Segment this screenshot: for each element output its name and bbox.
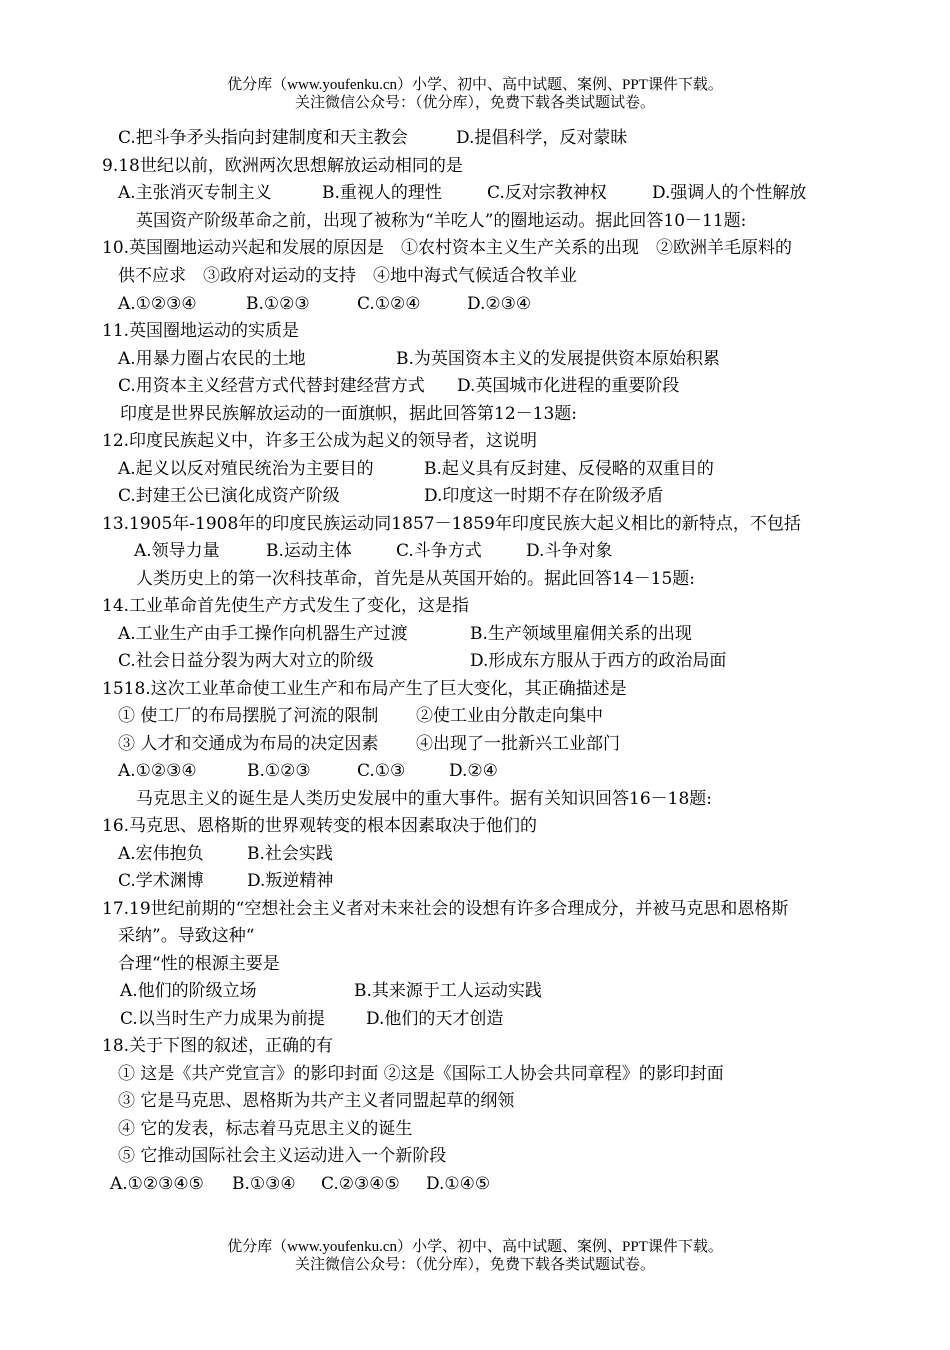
q13-option-c: C.斗争方式 [396, 541, 482, 561]
q13-option-a: A.领导力量 [134, 541, 220, 561]
intro-12-13: 印度是世界民族解放运动的一面旗帜，据此回答第12－13题: [120, 404, 577, 424]
q18-statement-1-2: ① 这是《共产党宣言》的影印封面 ②这是《国际工人协会共同章程》的影印封面 [118, 1064, 724, 1084]
q9-stem: 9.18世纪以前，欧洲两次思想解放运动相同的是 [102, 156, 463, 176]
q11-stem: 11.英国圈地运动的实质是 [102, 321, 300, 341]
q10-option-d: D.②③④ [467, 294, 532, 314]
q17-option-d: D.他们的天才创造 [366, 1009, 504, 1029]
q12-option-a: A.起义以反对殖民统治为主要目的 [118, 459, 374, 479]
q12-stem: 12.印度民族起义中，许多王公成为起义的领导者，这说明 [102, 431, 538, 451]
q15-stem: 1518.这次工业革命使工业生产和布局产生了巨大变化，其正确描述是 [102, 679, 627, 699]
q11-option-b: B.为英国资本主义的发展提供资本原始积累 [396, 349, 720, 369]
q18-stem: 18.关于下图的叙述，正确的有 [102, 1036, 334, 1056]
q12-option-b: B.起义具有反封建、反侵略的双重目的 [424, 459, 714, 479]
q9-option-d: D.强调人的个性解放 [652, 183, 807, 203]
q18-statement-5: ⑤ 它推动国际社会主义运动进入一个新阶段 [118, 1146, 447, 1166]
q15-option-d: D.②④ [449, 761, 498, 781]
q10-stem-2: 供不应求 ③政府对运动的支持 ④地中海式气候适合牧羊业 [118, 266, 577, 286]
q9-option-b: B.重视人的理性 [322, 183, 442, 203]
q9-option-a: A.主张消灭专制主义 [118, 183, 272, 203]
q16-option-d: D.叛逆精神 [247, 871, 334, 891]
q15-option-b: B.①②③ [247, 761, 311, 781]
q13-option-b: B.运动主体 [266, 541, 352, 561]
q10-stem-1: 10.英国圈地运动兴起和发展的原因是 ①农村资本主义生产关系的出现 ②欧洲羊毛原料的 [102, 238, 793, 258]
q17-stem-2: 采纳”。导致这种“ [118, 926, 255, 946]
q18-option-c: C.②③④⑤ [321, 1174, 400, 1194]
q14-option-d: D.形成东方服从于西方的政治局面 [470, 651, 727, 671]
q8-option-d: D.提倡科学，反对蒙昧 [456, 128, 628, 148]
q14-stem: 14.工业革命首先使生产方式发生了变化，这是指 [102, 596, 470, 616]
q16-option-b: B.社会实践 [247, 844, 333, 864]
q17-option-b: B.其来源于工人运动实践 [354, 981, 542, 1001]
q18-statement-4: ④ 它的发表，标志着马克思主义的诞生 [118, 1119, 413, 1139]
q17-option-c: C.以当时生产力成果为前提 [120, 1009, 325, 1029]
q11-option-c: C.用资本主义经营方式代替封建经营方式 [118, 376, 425, 396]
q15-statement-4: ④出现了一批新兴工业部门 [416, 734, 620, 754]
q15-statement-2: ②使工业由分散走向集中 [416, 706, 603, 726]
q18-option-b: B.①③④ [232, 1174, 296, 1194]
q8-option-c: C.把斗争矛头指向封建制度和天主教会 [118, 128, 408, 148]
q14-option-a: A.工业生产由手工操作向机器生产过渡 [118, 624, 408, 644]
q18-option-d: D.①④⑤ [426, 1174, 491, 1194]
q15-option-a: A.①②③④ [118, 761, 197, 781]
q10-option-c: C.①②④ [357, 294, 421, 314]
footer-line-2: 关注微信公众号：（优分库），免费下载各类试题试卷。 [294, 1257, 655, 1273]
footer-line-1: 优分库（www.youfenku.cn）小学、初中、高中试题、案例、PPT课件下载。 [227, 1239, 723, 1255]
q14-option-b: B.生产领域里雇佣关系的出现 [470, 624, 692, 644]
q15-statement-3: ③ 人才和交通成为布局的决定因素 [118, 734, 379, 754]
q12-option-c: C.封建王公已演化成资产阶级 [118, 486, 340, 506]
q17-stem-3: 合理“性的根源主要是 [118, 954, 280, 974]
q14-option-c: C.社会日益分裂为两大对立的阶级 [118, 651, 374, 671]
q15-option-c: C.①③ [357, 761, 406, 781]
intro-16-18: 马克思主义的诞生是人类历史发展中的重大事件。据有关知识回答16－18题: [136, 789, 712, 809]
q15-statement-1: ① 使工厂的布局摆脱了河流的限制 [118, 706, 379, 726]
q13-stem: 13.1905年-1908年的印度民族运动同1857－1859年印度民族大起义相比的新特点，不包括 [102, 514, 801, 534]
q18-statement-3: ③ 它是马克思、恩格斯为共产主义者同盟起草的纲领 [118, 1091, 515, 1111]
q11-option-d: D.英国城市化进程的重要阶段 [457, 376, 680, 396]
q13-option-d: D.斗争对象 [526, 541, 613, 561]
q18-option-a: A.①②③④⑤ [110, 1174, 204, 1194]
q12-option-d: D.印度这一时期不存在阶级矛盾 [424, 486, 664, 506]
q16-option-a: A.宏伟抱负 [118, 844, 204, 864]
q10-option-b: B.①②③ [246, 294, 310, 314]
q17-option-a: A.他们的阶级立场 [120, 981, 257, 1001]
q16-stem: 16.马克思、恩格斯的世界观转变的根本因素取决于他们的 [102, 816, 538, 836]
q16-option-c: C.学术渊博 [118, 871, 204, 891]
q11-option-a: A.用暴力圈占农民的土地 [118, 349, 306, 369]
q17-stem-1: 17.19世纪前期的“空想社会主义者对未来社会的设想有许多合理成分，并被马克思和恩格斯 [102, 899, 789, 919]
q9-option-c: C.反对宗教神权 [487, 183, 607, 203]
intro-10-11: 英国资产阶级革命之前，出现了被称为“羊吃人”的圈地运动。据此回答10－11题: [136, 211, 747, 231]
intro-14-15: 人类历史上的第一次科技革命，首先是从英国开始的。据此回答14－15题: [136, 569, 695, 589]
header-line-1: 优分库（www.youfenku.cn）小学、初中、高中试题、案例、PPT课件下载。 [227, 77, 723, 93]
header-line-2: 关注微信公众号：（优分库），免费下载各类试题试卷。 [294, 95, 655, 111]
q10-option-a: A.①②③④ [118, 294, 197, 314]
